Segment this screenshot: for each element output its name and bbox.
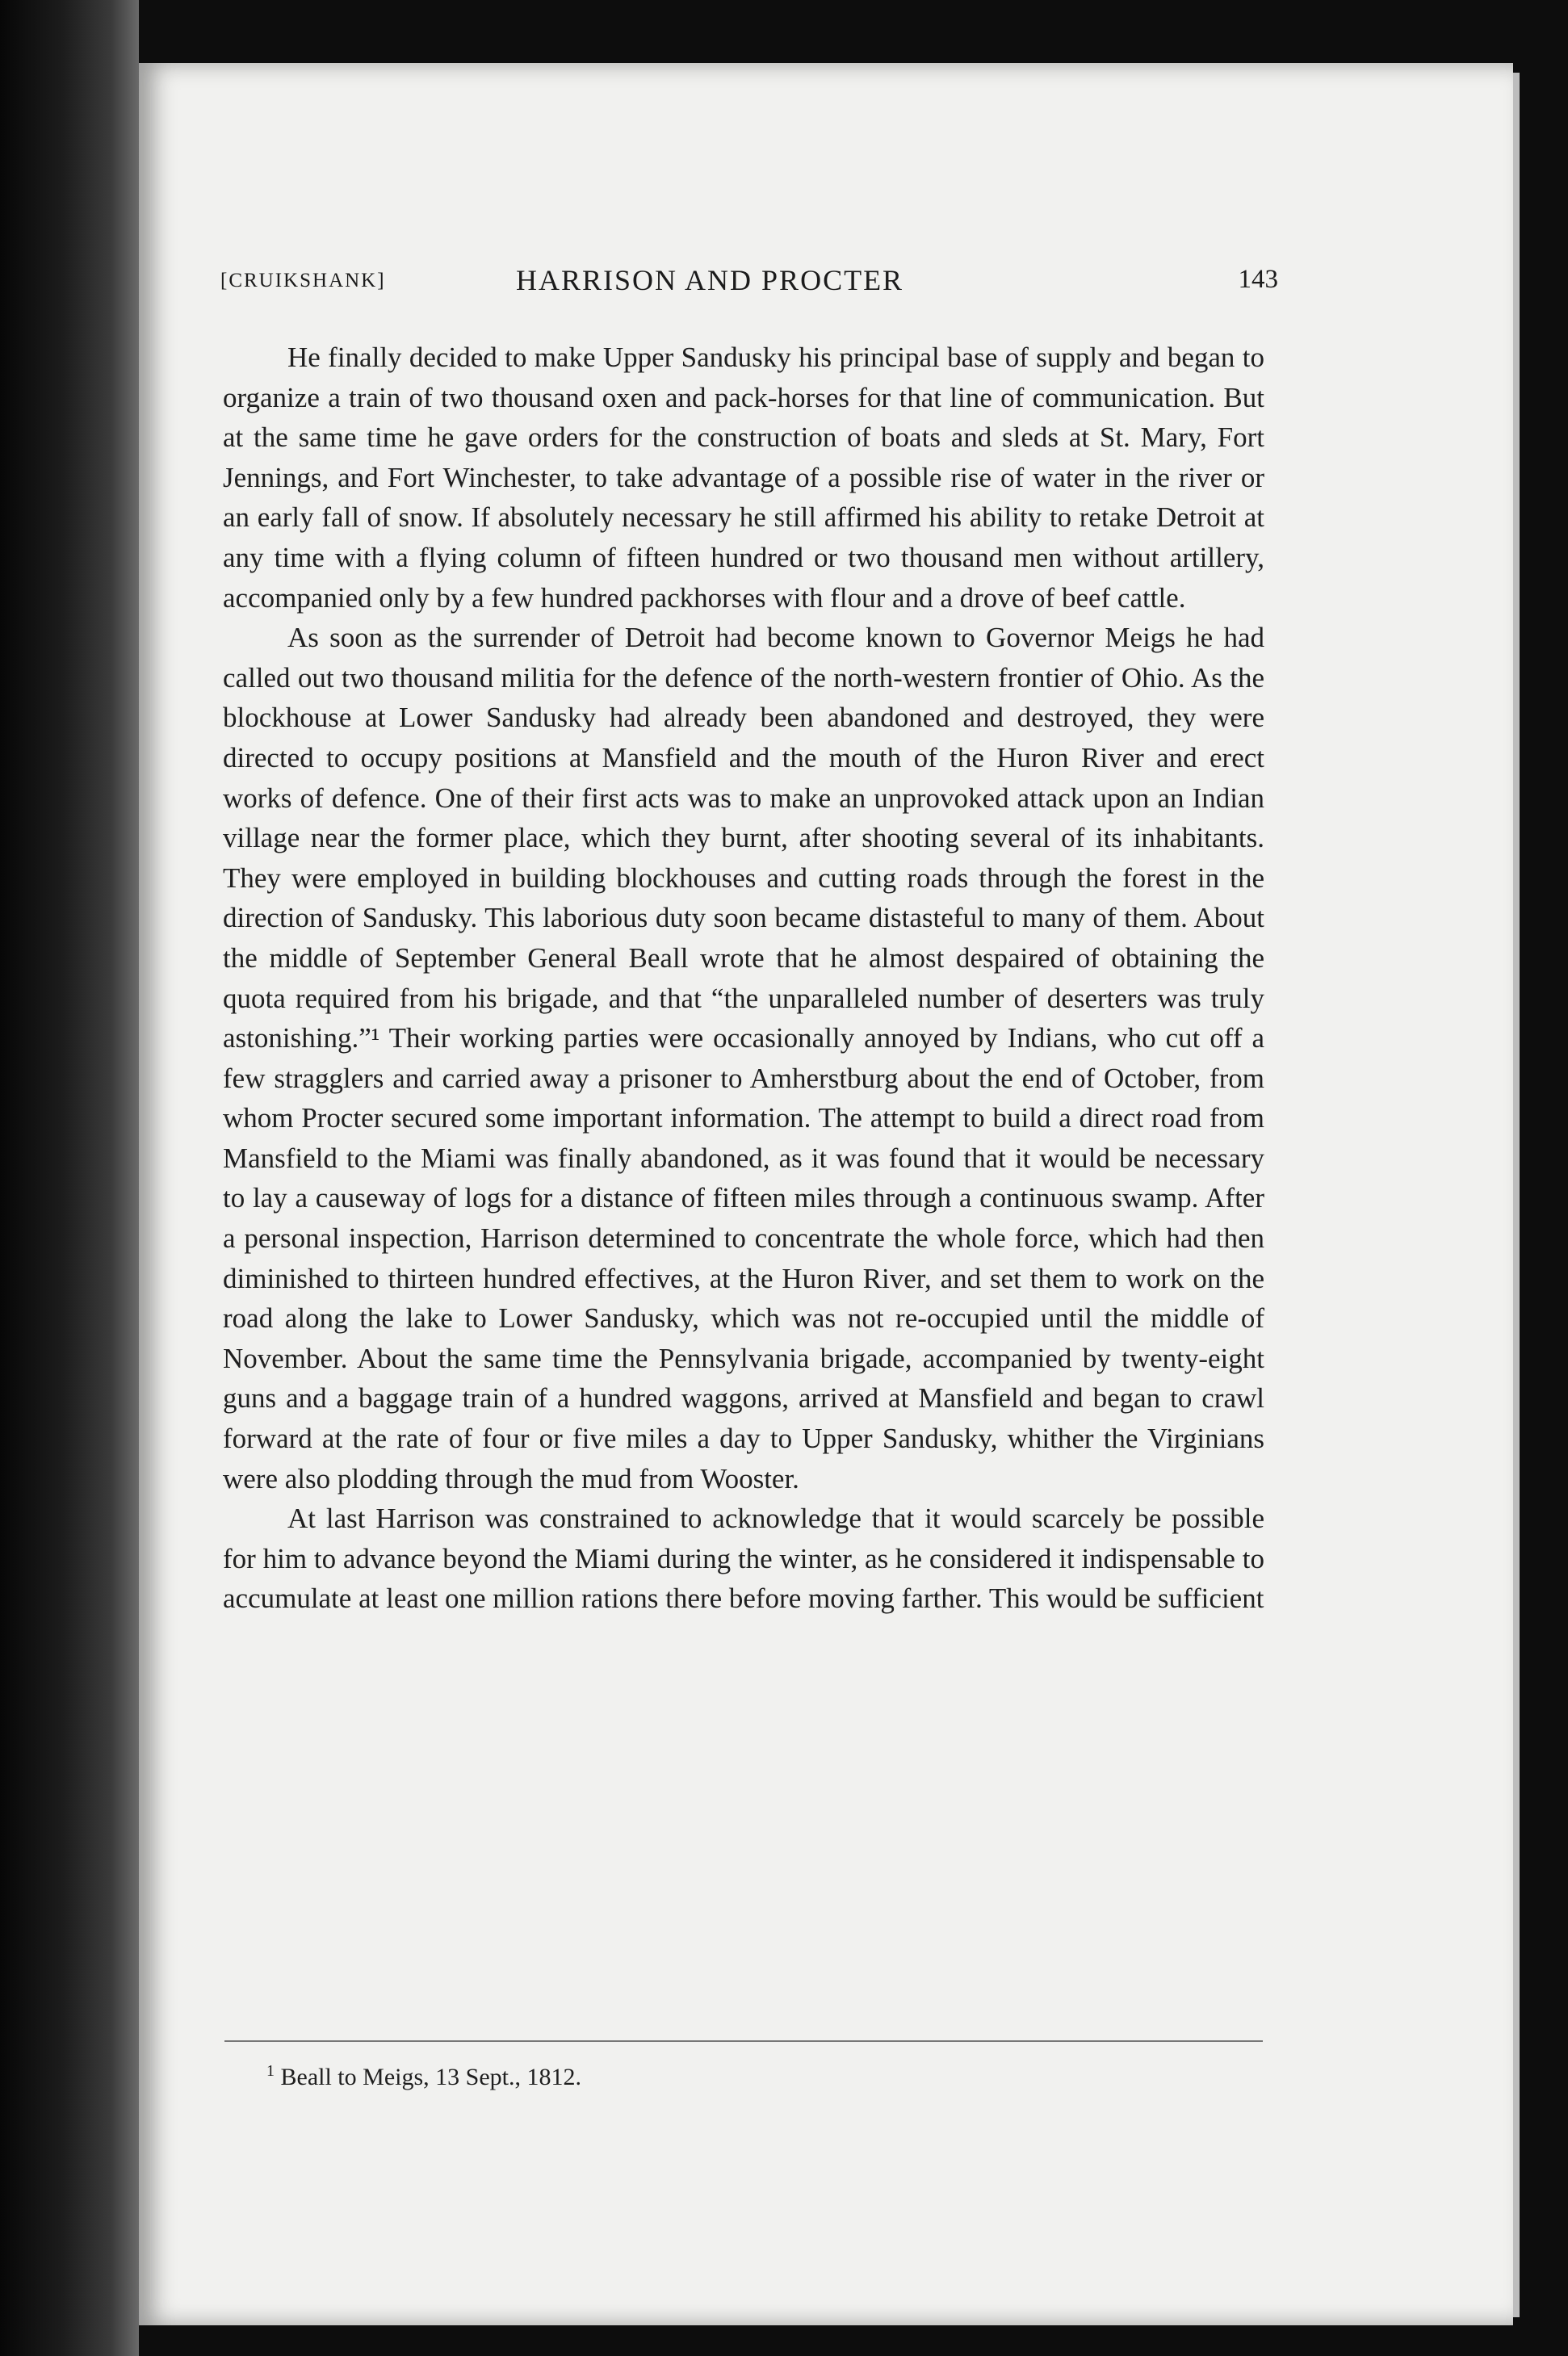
page-number: 143 (1238, 265, 1278, 294)
header-author: [CRUIKSHANK] (220, 270, 386, 291)
footnote-rule (224, 2040, 1263, 2042)
header-title: HARRISON AND PROCTER (516, 264, 904, 296)
paragraph-1: He finally decided to make Upper Sandusky his principal base of supply and began to organize a train of two thousand oxen and pack-horses for that line of communication. But at the same time he gave orders for the construction of boats and sleds at St. Mary, Fort Jennings, and Fort Winchester, to take advantage of a possible rise of water in the river or an early fall of snow. If absolutely necessary he still affirmed his ability to retake Detroit at any time with a flying column of fifteen hundred or two thousand men without artillery, accompanied only by a few hundred packhorses with flour and a drove of beef cattle. (223, 342, 1264, 614)
footnote-text: Beall to Meigs, 13 Sept., 1812. (280, 2064, 581, 2090)
page-edge (1513, 73, 1520, 2317)
footnote-marker: 1 (266, 2062, 275, 2080)
paragraph-3: At last Harrison was constrained to acknowledge that it would scarcely be possible for him to advance beyond the Miami during the winter, as he considered it indispensable to accumulate at least one million rations there before moving farther. This would be sufficient (223, 1503, 1264, 1615)
scan-margin-left (0, 0, 139, 2356)
body-text (223, 337, 1264, 1619)
paragraph-2: As soon as the surrender of Detroit had become known to Governor Meigs he had called out two thousand militia for the defence of the north-western frontier of Ohio. As the blockhouse at Lower Sandusky had already been abandoned and destroyed, they were directed to occupy positions at Mansfield and the mouth of the Huron River and erect works of defence. One of their first acts was to make an unprovoked attack upon an Indian village near the former place, which they burnt, after shooting several of its inhabitants. They were employed in building blockhouses and cutting roads through the forest in the direction of Sandusky. This laborious duty soon became distasteful to many of them. About the middle of September General Beall wrote that he almost despaired of obtaining the quota required from his brigade, and that “the unparalleled number of deserters was truly astonishing.”¹ Their working parties were occasionally annoyed by Indians, who cut off a few stragglers and carried away a prisoner to Amherstburg about the end of October, from whom Procter secured some important information. The attempt to build a direct road from Mansfield to the Miami was finally abandoned, as it was found that it would be necessary to lay a causeway of logs for a distance of fifteen miles through a continuous swamp. After a personal inspection, Harrison determined to concentrate the whole force, which had then diminished to thirteen hundred effectives, at the Huron River, and set them to work on the road along the lake to Lower Sandusky, which was not re-occupied until the middle of November. About the same time the Pennsylvania brigade, accompanied by twenty-eight guns and a baggage train of a hundred waggons, arrived at Mansfield and began to crawl forward at the rate of four or five miles a day to Upper Sandusky, whither the Virginians were also plodding through the mud from Wooster. (223, 622, 1264, 1495)
footnote (266, 2062, 581, 2091)
running-header (220, 263, 1278, 304)
